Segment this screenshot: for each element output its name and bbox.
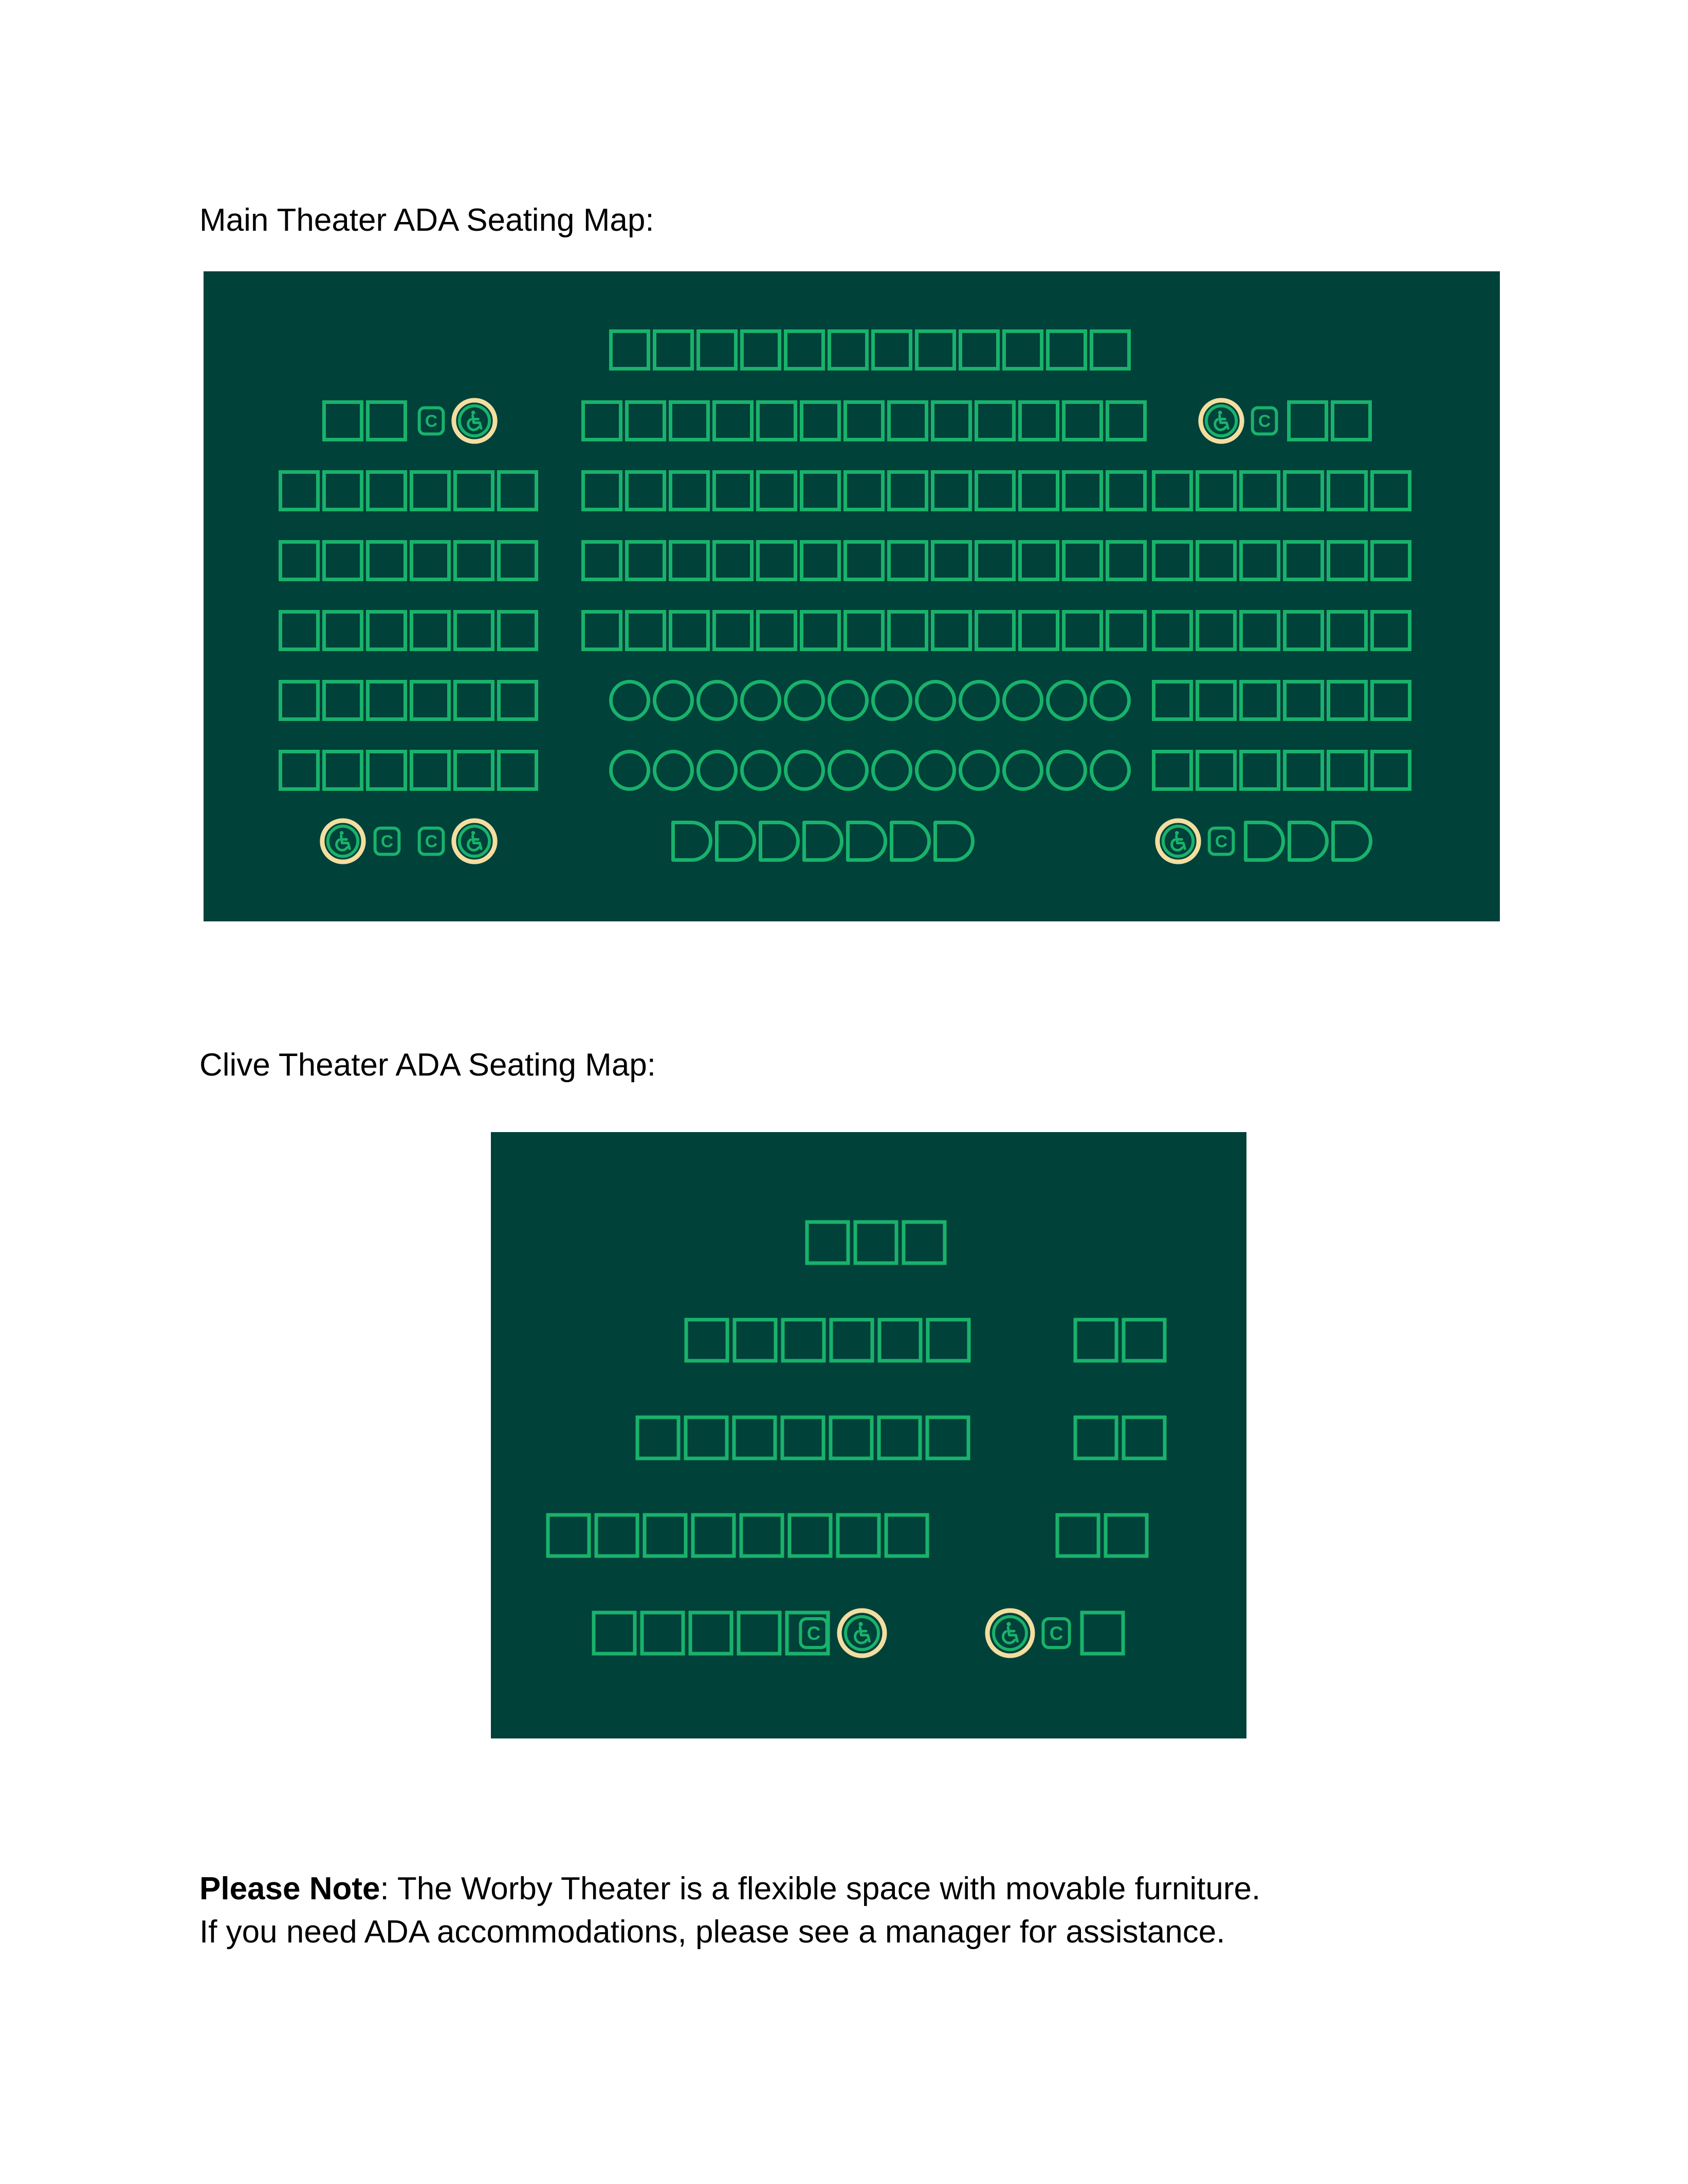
seat-square [838,1515,879,1556]
seat-square [686,1417,727,1458]
seat-round [611,752,649,789]
seat-d-shape [892,823,929,860]
seat-square [699,331,736,369]
seat-square [1154,542,1191,580]
wheelchair-icon [839,1611,885,1656]
seat-square [368,542,406,580]
seat-square [690,1613,731,1654]
seat-square [1108,612,1145,650]
seat-square [786,331,823,369]
seat-d-shape [673,823,711,860]
seat-square [412,612,449,650]
seat-d-shape [761,823,798,860]
seat-square [1082,1613,1123,1654]
seat-square [499,542,537,580]
seat-square [933,472,970,510]
seat-d-shape [1333,823,1371,860]
seat-d-shape [804,823,842,860]
seat-square [324,402,362,440]
seat-square [846,542,883,580]
seat-square [281,612,318,650]
seat-square [412,682,449,719]
seat-square [499,752,537,789]
seat-square [1241,542,1279,580]
seat-square [627,612,665,650]
seat-square [1241,752,1279,789]
seat-square [1020,612,1058,650]
seat-square [693,1515,734,1556]
seat-square [1285,612,1323,650]
seat-square [368,472,406,510]
seat-square [1329,472,1366,510]
seat-square [324,472,362,510]
seat-square [611,331,649,369]
seat-square [671,542,708,580]
companion-c-icon: C [1215,832,1228,852]
seat-d-shape [935,823,973,860]
seat-square [455,472,493,510]
seat-square [1064,472,1102,510]
seat-square [627,402,665,440]
seat-square [831,1320,872,1361]
seat-square [1198,472,1235,510]
seat-square [830,331,867,369]
seat-square [802,542,839,580]
companion-c-icon: C [1049,1622,1063,1644]
seat-square [1241,612,1279,650]
seat-square [927,1417,968,1458]
seat-square [1075,1417,1116,1458]
seat-square [281,752,318,789]
seat-square [1108,402,1145,440]
seat-square [1020,402,1058,440]
seat-square [1020,472,1058,510]
companion-c-icon: C [806,1622,821,1644]
seat-square [1241,472,1279,510]
note-text-1: : The Worby Theater is a flexible space with movable furniture. [380,1871,1261,1907]
seat-square [889,542,927,580]
seat-square [1124,1417,1165,1458]
seat-square [671,472,708,510]
seat-square [368,682,406,719]
seat-square [758,402,796,440]
seat-square [1372,752,1410,789]
seat-square [1329,612,1366,650]
clive-theater-seating-map [491,1132,1246,1738]
seat-d-shape [1246,823,1283,860]
seat-square [583,472,621,510]
main-theater-seating-map [204,271,1500,921]
seat-square [917,331,955,369]
seat-square [961,331,998,369]
seat-square [412,542,449,580]
seat-square [642,1613,683,1654]
seat-square [735,1320,776,1361]
seat-square [1372,542,1410,580]
seat-square [1154,682,1191,719]
wheelchair-icon [1201,400,1242,441]
seat-round [786,682,823,719]
seat-square [1285,542,1323,580]
seat-square [734,1417,775,1458]
seat-square [368,402,406,440]
seat-square [655,331,692,369]
seat-square [499,682,537,719]
seat-square [627,542,665,580]
seat-square [1329,752,1366,789]
companion-c-icon: C [380,832,394,852]
seat-square [583,402,621,440]
clive-theater-seating-chart [491,1132,1246,1738]
wheelchair-icon [1158,821,1199,862]
seat-square [790,1515,831,1556]
seat-square [714,472,752,510]
seat-square [368,752,406,789]
seat-square [977,472,1014,510]
seat-square [1064,612,1102,650]
please-note [199,1867,1260,1954]
seat-square [855,1222,896,1263]
note-line-2: If you need ADA accommodations, please see a manager for assistance. [199,1914,1225,1950]
seat-square [977,612,1014,650]
seat-square [627,472,665,510]
seat-square [1198,752,1235,789]
seat-square [1004,331,1042,369]
seat-square [714,542,752,580]
seat-square [1075,1320,1116,1361]
seat-round [830,682,867,719]
seat-d-shape [717,823,755,860]
seat-round [786,752,823,789]
seat-square [671,612,708,650]
seat-square [548,1515,589,1556]
seat-square [324,682,362,719]
seat-square [1108,472,1145,510]
seat-square [1020,542,1058,580]
seat-square [455,752,493,789]
seat-d-shape [848,823,886,860]
seat-round [830,752,867,789]
seat-square [928,1320,969,1361]
seat-square [1057,1515,1098,1556]
seat-round [611,682,649,719]
seat-round [699,752,736,789]
seat-round [873,682,911,719]
seat-square [596,1515,637,1556]
seat-d-shape [1290,823,1327,860]
seat-square [455,682,493,719]
seat-square [324,542,362,580]
seat-square [1372,612,1410,650]
seat-square [1064,402,1102,440]
seat-square [846,472,883,510]
note-line-1 [199,1867,1260,1911]
seat-round [1048,752,1086,789]
seat-square [1198,542,1235,580]
seat-square [368,612,406,650]
seat-square [758,612,796,650]
seat-square [1124,1320,1165,1361]
clive-theater-caption: Clive Theater ADA Seating Map: [199,1047,656,1083]
companion-c-icon: C [1258,412,1271,431]
seat-square [671,402,708,440]
seat-round [873,752,911,789]
seat-round [1048,682,1086,719]
seat-square [637,1417,678,1458]
wheelchair-icon [987,1611,1033,1656]
seat-square [499,472,537,510]
seat-square [1285,682,1323,719]
seat-square [686,1320,727,1361]
seat-square [846,612,883,650]
seat-square [739,1613,780,1654]
seat-square [281,472,318,510]
seat-square [933,542,970,580]
seat-square [889,472,927,510]
seat-round [917,682,955,719]
seat-square [977,402,1014,440]
seat-square [499,612,537,650]
seat-square [583,542,621,580]
seat-square [455,612,493,650]
seat-square [802,612,839,650]
main-theater-seating-chart [204,271,1500,921]
seat-square [1092,331,1129,369]
seat-square [455,542,493,580]
seat-square [1285,752,1323,789]
wheelchair-icon [454,821,495,862]
seat-square [933,402,970,440]
seat-square [879,1417,920,1458]
seat-square [802,472,839,510]
seat-square [742,331,780,369]
seat-square [782,1417,823,1458]
seat-square [1372,472,1410,510]
seat-square [714,612,752,650]
seat-round [699,682,736,719]
companion-c-icon: C [425,832,438,852]
seat-round [1004,752,1042,789]
seat-square [758,542,796,580]
wheelchair-icon [454,400,495,441]
seat-square [1329,542,1366,580]
seat-square [1154,472,1191,510]
seat-square [1333,402,1370,440]
seat-square [1108,542,1145,580]
seat-square [583,612,621,650]
seat-round [742,682,780,719]
seat-square [831,1417,872,1458]
note-label: Please Note [199,1871,380,1907]
seat-square [758,472,796,510]
seat-square [1198,682,1235,719]
seat-round [961,752,998,789]
seat-round [961,682,998,719]
seat-square [1198,612,1235,650]
seat-square [1289,402,1327,440]
seat-round [1092,752,1129,789]
seat-square [714,402,752,440]
seat-square [802,402,839,440]
seat-square [324,612,362,650]
seat-square [1106,1515,1147,1556]
seat-square [1154,752,1191,789]
seat-square [741,1515,782,1556]
seat-round [655,752,692,789]
seat-square [1048,331,1086,369]
seat-square [879,1320,921,1361]
seat-square [1372,682,1410,719]
seat-square [1064,542,1102,580]
seat-square [886,1515,927,1556]
seat-round [917,752,955,789]
seat-square [1154,612,1191,650]
seat-square [904,1222,945,1263]
main-theater-caption: Main Theater ADA Seating Map: [199,202,654,238]
wheelchair-icon [322,821,363,862]
seat-round [742,752,780,789]
companion-c-icon: C [425,412,438,431]
seat-square [889,612,927,650]
seat-square [977,542,1014,580]
seat-square [807,1222,848,1263]
seat-round [1092,682,1129,719]
seat-square [412,472,449,510]
seat-square [281,682,318,719]
seat-round [655,682,692,719]
seat-square [412,752,449,789]
seat-square [783,1320,824,1361]
seat-square [281,542,318,580]
seat-square [324,752,362,789]
seat-round [1004,682,1042,719]
seat-square [889,402,927,440]
seat-square [873,331,911,369]
seat-square [1285,472,1323,510]
seat-square [933,612,970,650]
seat-square [846,402,883,440]
seat-square [1241,682,1279,719]
seat-square [1329,682,1366,719]
seat-square [594,1613,635,1654]
seat-square [645,1515,686,1556]
